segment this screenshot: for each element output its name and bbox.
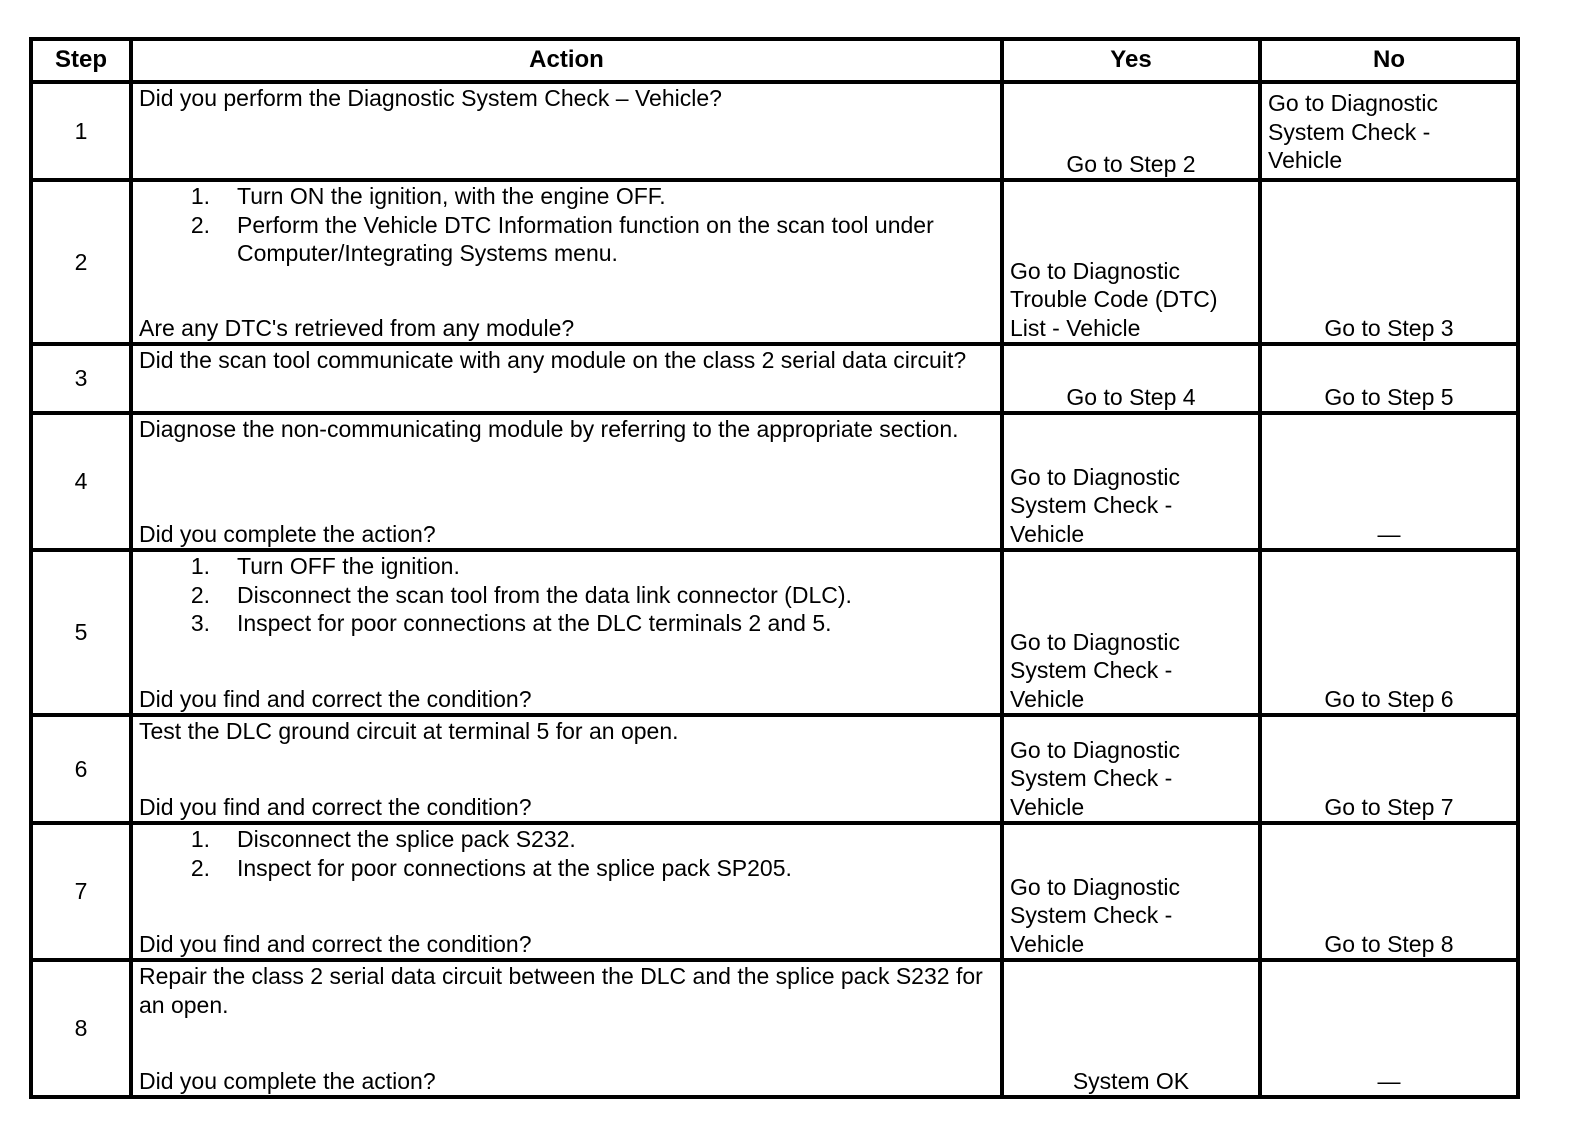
action-question: Are any DTC's retrieved from any module? — [139, 314, 575, 341]
step-number: 7 — [31, 823, 131, 960]
table-row — [31, 180, 1518, 344]
step-number: 5 — [31, 550, 131, 715]
no-cell: Go to Step 6 — [1260, 550, 1518, 715]
no-cell: — — [1260, 413, 1518, 550]
step-number: 3 — [31, 344, 131, 413]
instruction-list — [139, 182, 994, 268]
yes-cell: Go to Step 4 — [1002, 344, 1260, 413]
action-cell — [131, 413, 1002, 550]
action-question: Did you complete the action? — [139, 520, 436, 547]
action-text: Did you perform the Diagnostic System Check – Vehicle? — [139, 85, 722, 111]
action-text: Diagnose the non-communicating module by referring to the appropriate section. — [139, 416, 959, 442]
header-step: Step — [31, 39, 131, 82]
header-row — [31, 39, 1518, 82]
list-item: 1. Disconnect the splice pack S232. — [190, 826, 576, 852]
step-number: 4 — [31, 413, 131, 550]
yes-cell: System OK — [1002, 960, 1260, 1097]
no-cell: — — [1260, 960, 1518, 1097]
table-row — [31, 550, 1518, 715]
header-no: No — [1260, 39, 1518, 82]
action-question: Did you find and correct the condition? — [139, 685, 532, 712]
yes-cell: Go to Diagnostic System Check - Vehicle — [1002, 413, 1260, 550]
table-row — [31, 344, 1518, 413]
instruction-list — [139, 552, 994, 638]
header-action: Action — [131, 39, 1002, 82]
action-question: Did you find and correct the condition? — [139, 930, 532, 957]
action-cell — [131, 180, 1002, 344]
list-item: 1. Turn OFF the ignition. — [190, 553, 460, 579]
step-number: 6 — [31, 715, 131, 823]
action-cell — [131, 550, 1002, 715]
action-cell — [131, 823, 1002, 960]
list-item: 3. Inspect for poor connections at the DLC terminals 2 and 5. — [190, 610, 832, 636]
no-cell: Go to Step 5 — [1260, 344, 1518, 413]
no-cell: Go to Step 8 — [1260, 823, 1518, 960]
table-row — [31, 413, 1518, 550]
no-cell: Go to Diagnostic System Check - Vehicle — [1260, 82, 1518, 180]
table-row — [31, 715, 1518, 823]
list-item: 2. Disconnect the scan tool from the data link connector (DLC). — [190, 581, 852, 608]
yes-cell: Go to Diagnostic Trouble Code (DTC) List - Vehicle — [1002, 180, 1260, 344]
action-text: Repair the class 2 serial data circuit between the DLC and the splice pack S232 for an open. — [139, 963, 983, 1018]
header-yes: Yes — [1002, 39, 1260, 82]
yes-cell: Go to Diagnostic System Check - Vehicle — [1002, 823, 1260, 960]
action-cell — [131, 960, 1002, 1097]
list-item: 2. Inspect for poor connections at the splice pack SP205. — [190, 854, 792, 881]
list-item: 2. Perform the Vehicle DTC Information function on the scan tool under Computer/Integrating Systems menu. — [190, 211, 934, 266]
diagnostic-table — [29, 37, 1520, 1099]
action-question: Did you find and correct the condition? — [139, 793, 532, 820]
action-text: Did the scan tool communicate with any module on the class 2 serial data circuit? — [139, 347, 967, 373]
action-cell — [131, 82, 1002, 180]
step-number: 2 — [31, 180, 131, 344]
action-text: Test the DLC ground circuit at terminal 5 for an open. — [139, 718, 679, 744]
no-cell: Go to Step 7 — [1260, 715, 1518, 823]
table-row — [31, 960, 1518, 1097]
yes-cell: Go to Diagnostic System Check - Vehicle — [1002, 715, 1260, 823]
action-question: Did you complete the action? — [139, 1067, 436, 1094]
table-row — [31, 82, 1518, 180]
action-cell — [131, 344, 1002, 413]
action-cell — [131, 715, 1002, 823]
table-row — [31, 823, 1518, 960]
step-number: 8 — [31, 960, 131, 1097]
yes-cell: Go to Step 2 — [1002, 82, 1260, 180]
step-number: 1 — [31, 82, 131, 180]
list-item: 1. Turn ON the ignition, with the engine OFF. — [190, 183, 666, 209]
yes-cell: Go to Diagnostic System Check - Vehicle — [1002, 550, 1260, 715]
instruction-list — [139, 825, 994, 882]
no-cell: Go to Step 3 — [1260, 180, 1518, 344]
